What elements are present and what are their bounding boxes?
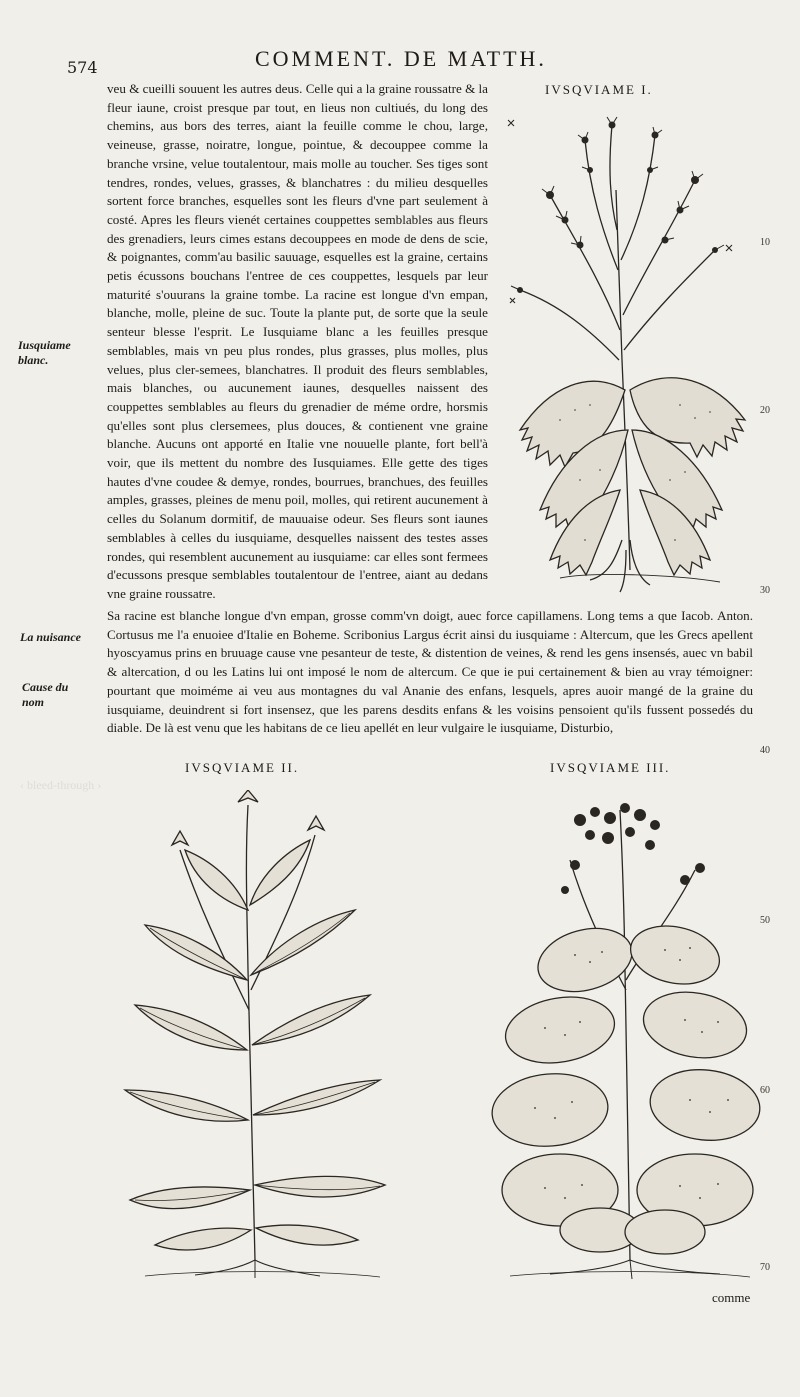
line-number: 70 — [760, 1262, 770, 1273]
margin-note-cause-du-nom: Cause du nom — [22, 680, 69, 709]
body-text-full-width — [107, 607, 753, 747]
page-number: 574 — [67, 58, 98, 77]
line-number: 10 — [760, 237, 770, 248]
line-number: 50 — [760, 915, 770, 926]
line-number: 40 — [760, 745, 770, 756]
margin-note-nuisance: La nuisance — [20, 630, 82, 644]
line-number: 60 — [760, 1085, 770, 1096]
woodcut-figure-iusquiame-2 — [110, 790, 410, 1280]
woodcut-figure-iusquiame-3 — [490, 790, 765, 1280]
running-head: COMMENT. DE MATTH. — [255, 46, 547, 71]
paragraph-full-width: Sa racine est blanche longue d'vn empan, grosse comm'vn doigt, auec force capillamens. Long tems a que Iacob. Anton. Cortusus me l'a enuoiee d'Italie en Boheme. Scribonius Largus écrit ainsi du iusquiame : Altercum, que les Grecs apellent hyoscyamus prins en bruuage cause vne pesanteur de teste, & distention de veines, & rend les gens insensés, auec vn babil & altercation, d ou les Latins lui ont imposé le nom de altercum. Ce que ie pui certainement & bien au vray témoigner: pourtant que moiméme ai veu aus montagnes du val Ananie des enfans, lesquels, apres auoir mangé de la graine du iusquiame, deuindrent si fort insensez, que les parens desdits enfans & les voisins pensoient qu'ils fussent possedés du diable. De là est venu que les habitans de ce lieu apellét en leur vulgaire le iusquiame, Disturbio, — [107, 608, 753, 736]
margin-note-iusquiame-blanc: Iusquiame blanc. — [18, 338, 71, 367]
line-number: 30 — [760, 585, 770, 596]
catchword: comme — [712, 1290, 751, 1305]
paragraph-beside-figure: veu & cueilli souuent les autres deus. Celle qui a la graine roussatre & la fleur iaune, croist presque par tout, en lieus non cultiués, du long des chemins, aus bors des terres, aiant la feuille comme le chou, large, veineuse, grasse, noiratre, longue, pointue, & decouppee comme la branche vrsine, velue toutalentour, mais molle au toucher. Ses tiges sont tendres, rondes, velues, grasses, & blanchatres : du milieu desquelles sortent force branches, esquelles sont les fleurs d'vne part seulement à costé. Apres les fleurs vienét certaines couppettes semblables aus fleurs des grenadiers, leurs cimes estans decouppees en mode de dens de scie, & poignantes, comm'au basilic sauuage, esquelles est la graine, certains petis écussons bouchans l'entree de ces couppettes, lesquels par leur maturité s'ouurans la graine tombe. La racine est longue d'vn empan, blanche, molle, pleine de suc. Toute la plante put, de sorte que la seule senteur blesse l'esprit. Le Iusquiame blanc a les feuilles presque semblables, mais vn peu plus rondes, plus grasses, plus molles, plus velues, plus cler-semees, blanchatres. Il produit des fleurs semblables, mais blanches, ou aucunement iaunes, desquelles naissent des couppettes semblables au fleurs du grenadier de méme ordre, horsmis qu'elles sont plus clersemees, plus douces, & contienent vne graine blanche. Aucuns ont apporté en Italie vne nouuelle plante, fort bell'à voir, que ils mettent du nombre des Iusquiames. Elle gette des tiges hautes d'vne coudee & demye, rondes, bourrues, branchues, des feuilles amples, grasses, pleines de menu poil, molles, qui retirent aucunement à celles du Solanum dormitif, de mauuaise odeur. Ses fleurs sont iaunes semblables à celles du iusquiame, desquelles naissent des testes asses rondes, qui resemblent aucunement au iusquiame: car elles sont fermees d'ecussons presque semblables toutalentour de l'entree, aiant au dedans vne graine roussatre. — [107, 81, 488, 601]
show-through-text: ‹ bleed-through › — [20, 778, 102, 792]
figure-caption-1: IVSQVIAME I. — [545, 82, 653, 97]
body-text-column — [107, 80, 488, 610]
woodcut-figure-iusquiame-1 — [490, 100, 765, 595]
line-number: 20 — [760, 405, 770, 416]
figure-caption-2: IVSQVIAME II. — [185, 760, 300, 775]
figure-caption-3: IVSQVIAME III. — [550, 760, 671, 775]
